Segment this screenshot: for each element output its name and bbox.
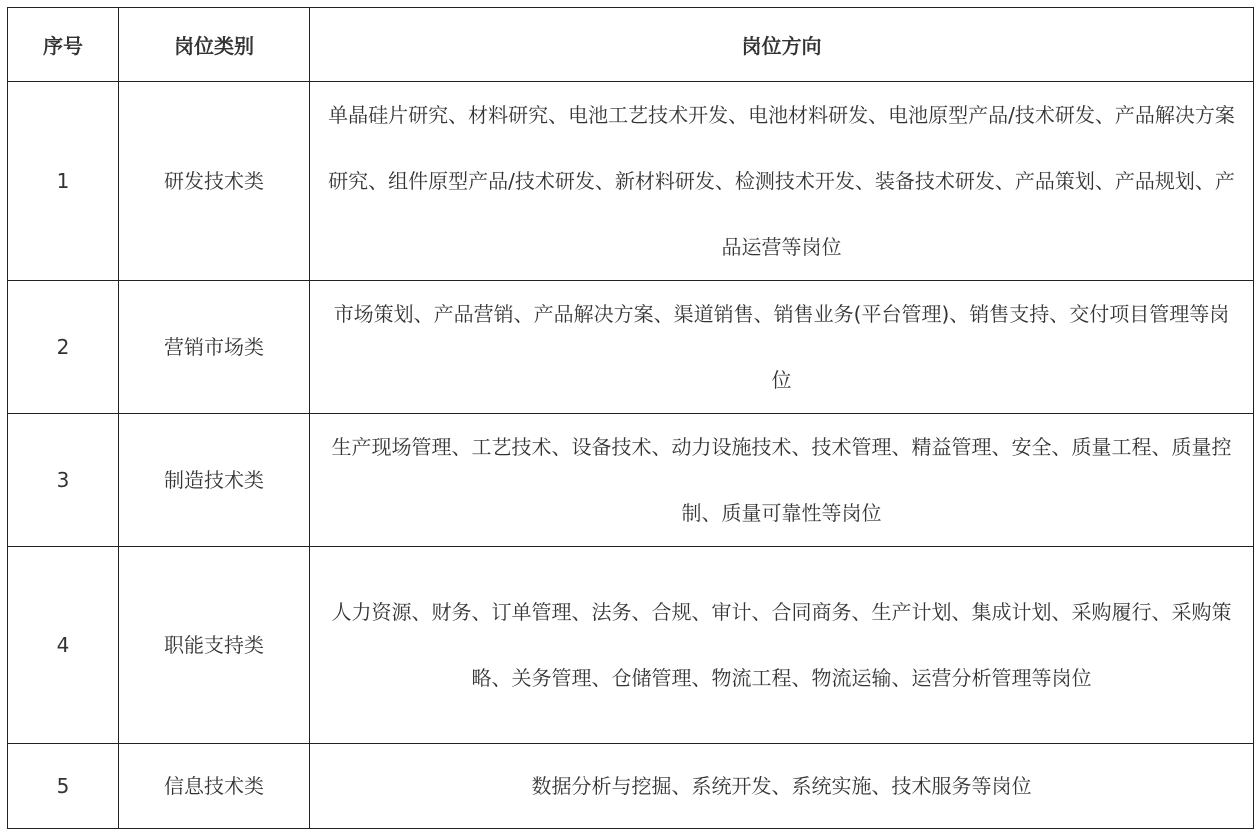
row-number: 2 <box>8 281 119 414</box>
row-category: 职能支持类 <box>119 547 310 744</box>
row-direction: 单晶硅片研究、材料研究、电池工艺技术开发、电池材料研发、电池原型产品/技术研发、产品解决方案研究、组件原型产品/技术研发、新材料研发、检测技术开发、装备技术研发、产品策划、产品规划、产品运营等岗位 <box>310 82 1254 281</box>
table-row <box>8 281 1254 414</box>
row-number: 3 <box>8 414 119 547</box>
row-category: 信息技术类 <box>119 744 310 829</box>
row-category: 制造技术类 <box>119 414 310 547</box>
header-number: 序号 <box>8 8 119 82</box>
table-row <box>8 744 1254 829</box>
row-number: 5 <box>8 744 119 829</box>
table-header-row <box>8 8 1254 82</box>
row-category: 研发技术类 <box>119 82 310 281</box>
table-row <box>8 82 1254 281</box>
row-direction: 人力资源、财务、订单管理、法务、合规、审计、合同商务、生产计划、集成计划、采购履行、采购策略、关务管理、仓储管理、物流工程、物流运输、运营分析管理等岗位 <box>310 547 1254 744</box>
job-category-table <box>7 7 1254 829</box>
row-number: 4 <box>8 547 119 744</box>
row-number: 1 <box>8 82 119 281</box>
table-row <box>8 414 1254 547</box>
row-direction: 市场策划、产品营销、产品解决方案、渠道销售、销售业务(平台管理)、销售支持、交付项目管理等岗位 <box>310 281 1254 414</box>
table-row <box>8 547 1254 744</box>
row-direction: 数据分析与挖掘、系统开发、系统实施、技术服务等岗位 <box>310 744 1254 829</box>
header-direction: 岗位方向 <box>310 8 1254 82</box>
header-category: 岗位类别 <box>119 8 310 82</box>
row-category: 营销市场类 <box>119 281 310 414</box>
row-direction: 生产现场管理、工艺技术、设备技术、动力设施技术、技术管理、精益管理、安全、质量工程、质量控制、质量可靠性等岗位 <box>310 414 1254 547</box>
